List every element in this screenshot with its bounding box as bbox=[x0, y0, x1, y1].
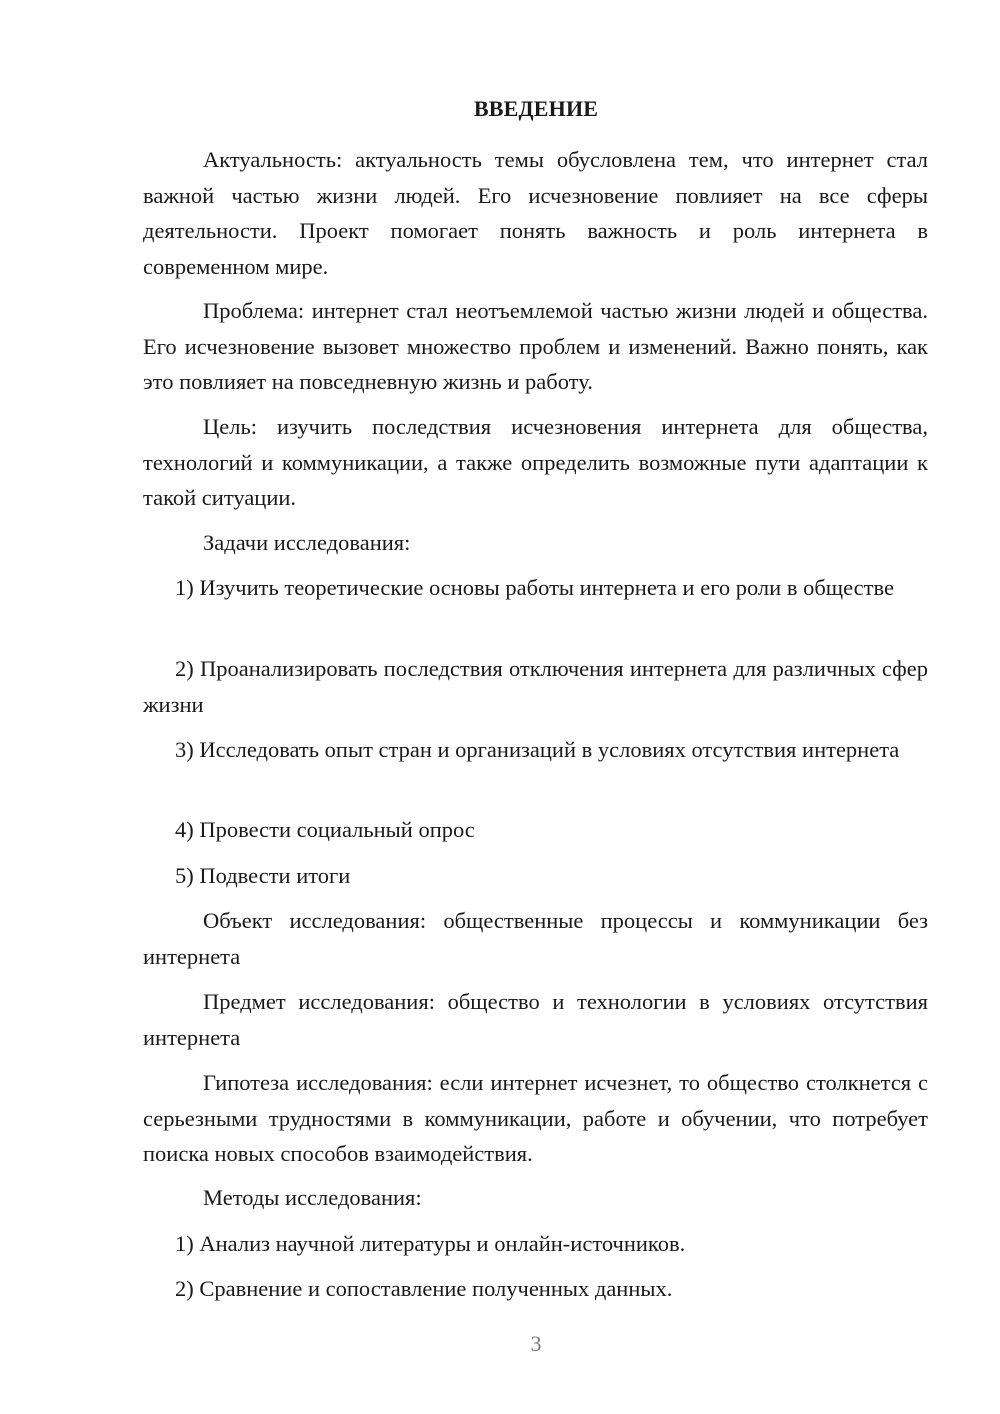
list-item-task-5: 5) Подвести итоги bbox=[175, 863, 351, 888]
list-item-method-1: 1) Анализ научной литературы и онлайн-источников. bbox=[175, 1231, 686, 1256]
list-item-task-3: 3) Исследовать опыт стран и организаций в условиях отсутствия интернета bbox=[175, 737, 900, 762]
list-item-method-2: 2) Сравнение и сопоставление полученных данных. bbox=[175, 1276, 673, 1301]
paragraph-tasks-heading: Задачи исследования: bbox=[203, 530, 411, 555]
paragraph-problem: Проблема: интернет стал неотъемлемой частью жизни людей и общества. Его исчезновение вызовет множество проблем и изменений. Важно понять, как это повлияет на повседневную жизнь и работу. bbox=[143, 298, 928, 394]
page-number: 3 bbox=[530, 1331, 542, 1356]
paragraph-hypothesis: Гипотеза исследования: если интернет исчезнет, то общество столкнется с серьезными трудностями в коммуникации, работе и обучении, что потребует поиска новых способов взаимодействия. bbox=[143, 1070, 928, 1166]
paragraph-subject: Предмет исследования: общество и технологии в условиях отсутствия интернета bbox=[143, 989, 928, 1050]
list-item-task-2: 2) Проанализировать последствия отключения интернета для различных сфер жизни bbox=[143, 656, 928, 717]
paragraph-methods-heading: Методы исследования: bbox=[203, 1185, 422, 1210]
paragraph-relevance: Актуальность: актуальность темы обусловлена тем, что интернет стал важной частью жизни людей. Его исчезновение повлияет на все сферы деятельности. Проект помогает понять важность и роль интернета в современном мире. bbox=[143, 147, 928, 279]
list-item-task-1: 1) Изучить теоретические основы работы интернета и его роли в обществе bbox=[175, 575, 894, 600]
page-title: ВВЕДЕНИЕ bbox=[473, 96, 599, 121]
paragraph-object: Объект исследования: общественные процессы и коммуникации без интернета bbox=[143, 908, 928, 969]
list-item-task-4: 4) Провести социальный опрос bbox=[175, 817, 475, 842]
paragraph-goal: Цель: изучить последствия исчезновения интернета для общества, технологий и коммуникации, а также определить возможные пути адаптации к такой ситуации. bbox=[143, 414, 928, 510]
